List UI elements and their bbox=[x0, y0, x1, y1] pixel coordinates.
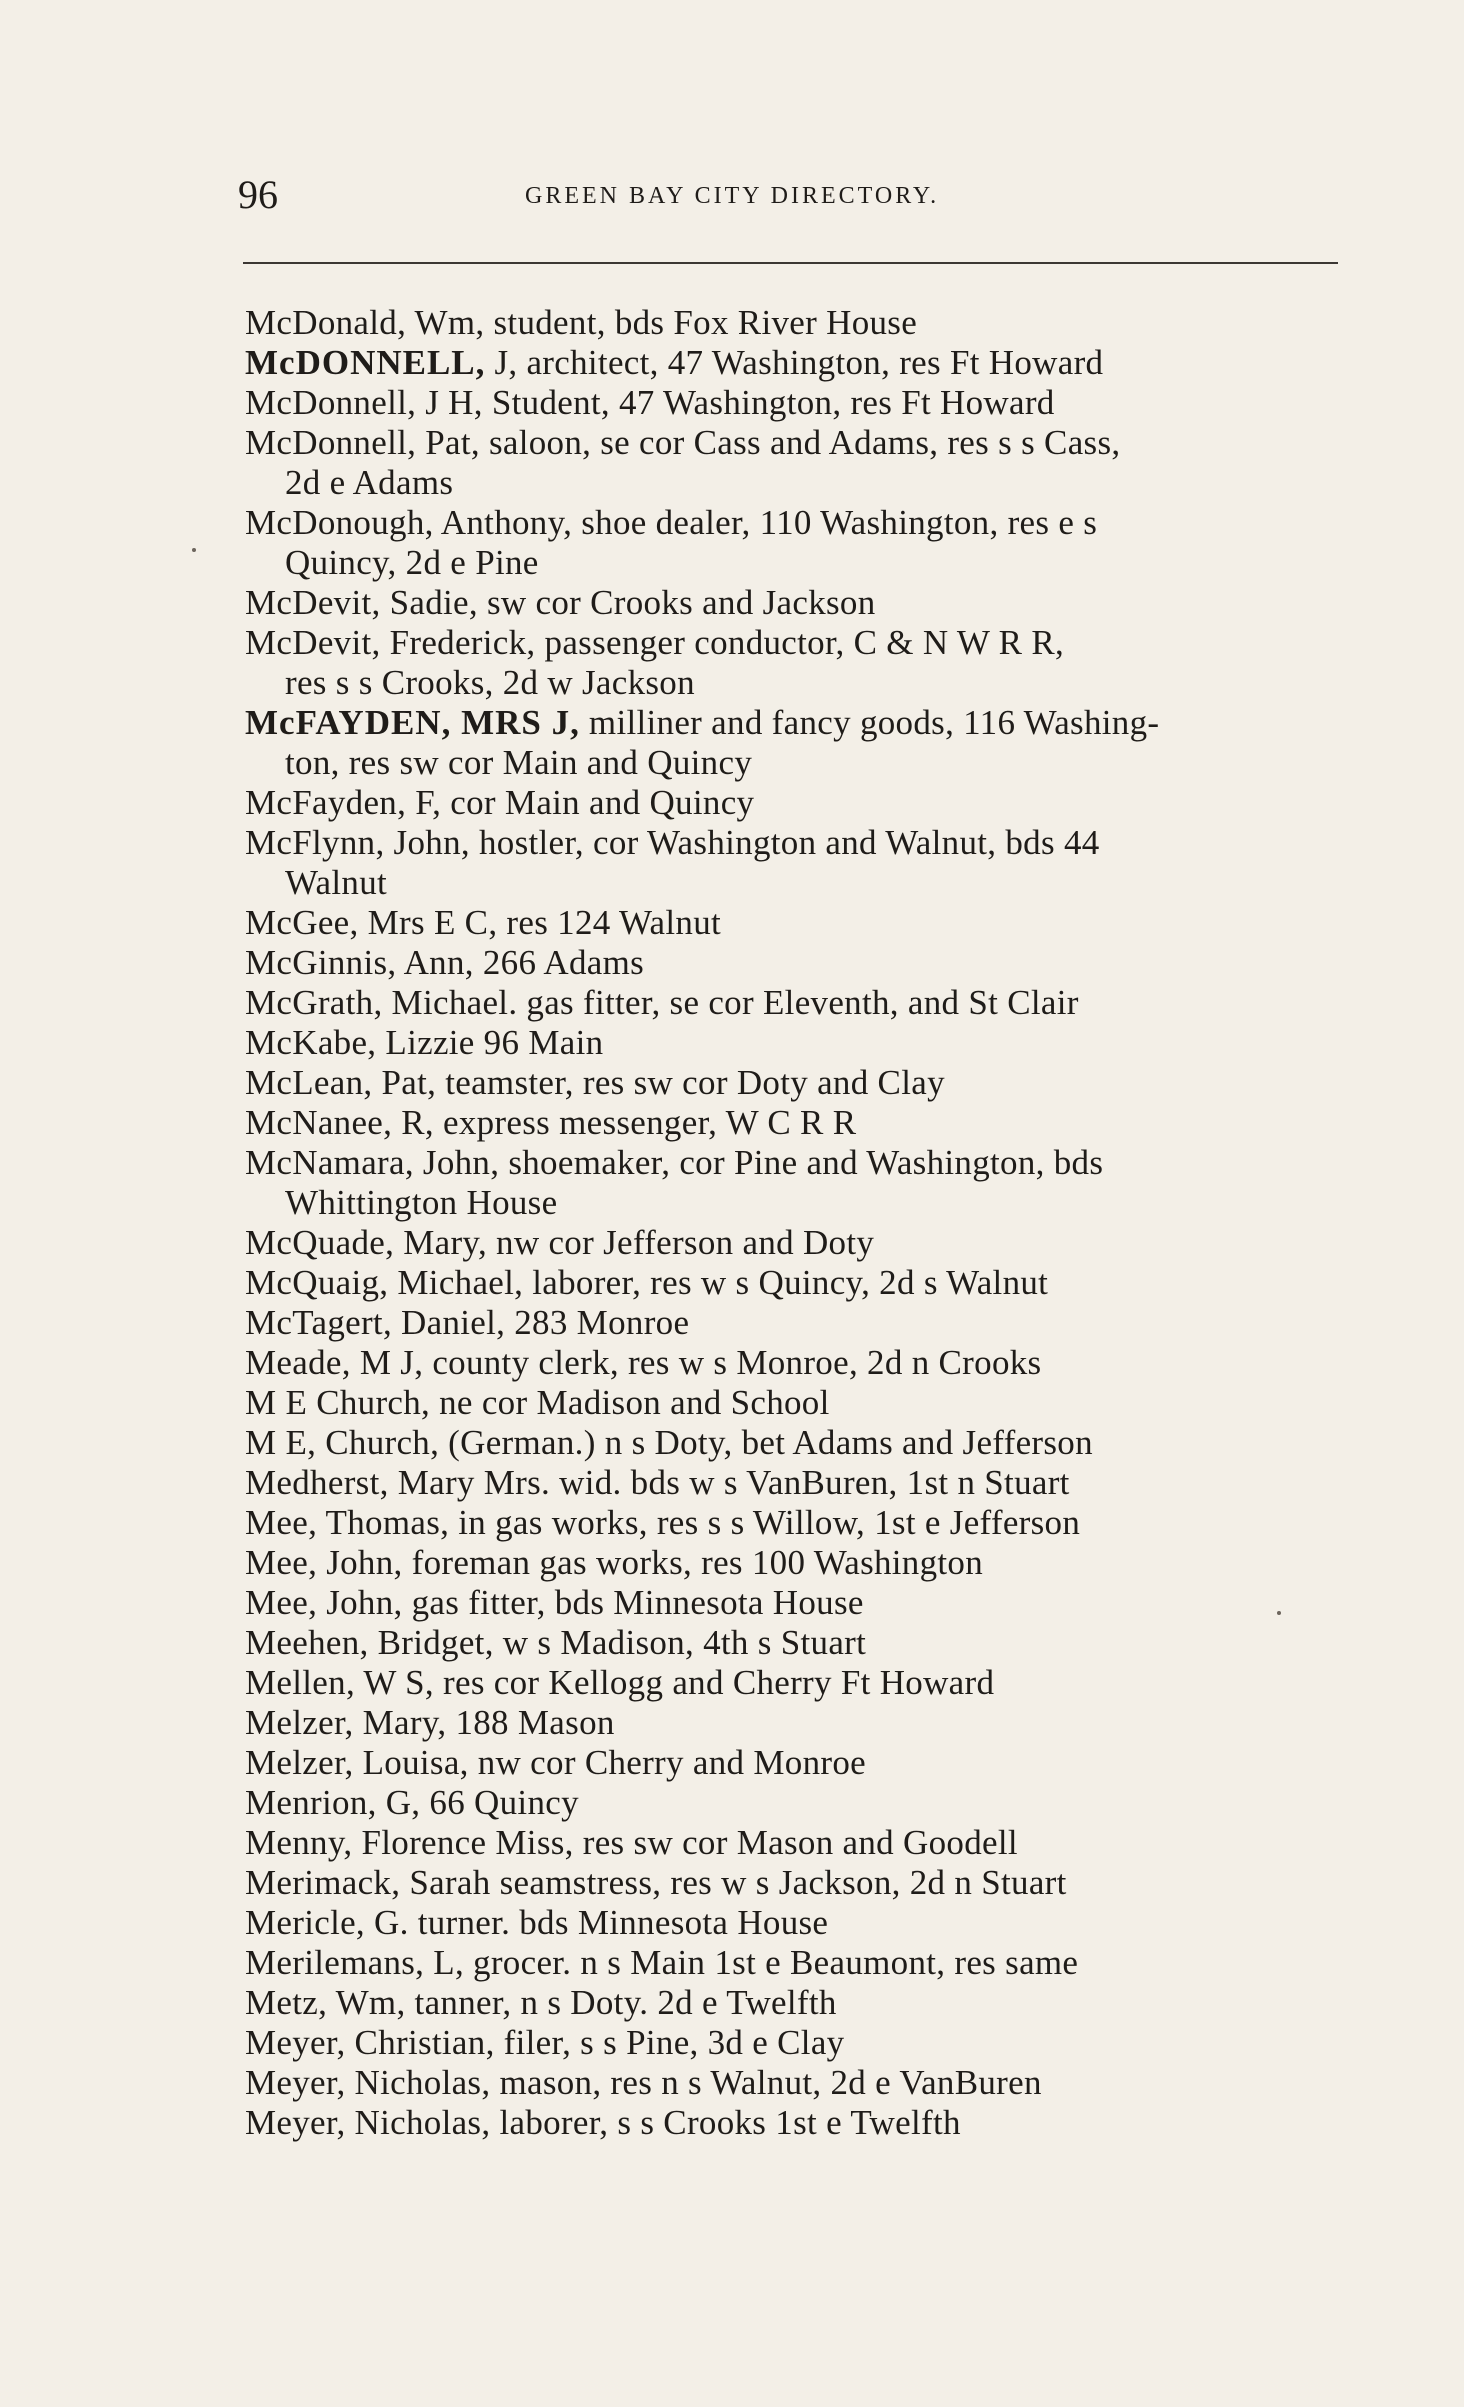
entry-text: Meade, M J, county clerk, res w s Monroe, 2d n Crooks bbox=[245, 1343, 1042, 1382]
entry-text: milliner and fancy goods, 116 Washing- bbox=[579, 703, 1160, 742]
entry-text: McQuaig, Michael, laborer, res w s Quincy, 2d s Walnut bbox=[245, 1263, 1049, 1302]
bold-name: McFAYDEN, MRS J, bbox=[245, 703, 580, 742]
entry-text: Medherst, Mary Mrs. wid. bds w s VanBuren, 1st n Stuart bbox=[245, 1463, 1070, 1502]
entry-text: Mee, John, foreman gas works, res 100 Washington bbox=[245, 1543, 984, 1582]
directory-entry bbox=[245, 1263, 1350, 1303]
entry-continuation-line bbox=[245, 743, 1350, 783]
entry-text: Melzer, Louisa, nw cor Cherry and Monroe bbox=[245, 1743, 866, 1782]
directory-entry bbox=[245, 1983, 1350, 2023]
entry-text: McLean, Pat, teamster, res sw cor Doty and Clay bbox=[245, 1063, 945, 1102]
entry-line bbox=[245, 1543, 1350, 1583]
entry-line bbox=[245, 1863, 1350, 1903]
entry-text: McTagert, Daniel, 283 Monroe bbox=[245, 1303, 690, 1342]
entry-line bbox=[245, 1423, 1350, 1463]
entry-line bbox=[245, 1623, 1350, 1663]
entry-line bbox=[245, 943, 1350, 983]
entry-line bbox=[245, 783, 1350, 823]
entry-line bbox=[245, 823, 1350, 863]
entry-line bbox=[245, 1983, 1350, 2023]
directory-entry bbox=[245, 503, 1350, 583]
entry-text: McGee, Mrs E C, res 124 Walnut bbox=[245, 903, 722, 942]
directory-entry bbox=[245, 1823, 1350, 1863]
entry-line bbox=[245, 1023, 1350, 1063]
entry-line bbox=[245, 1463, 1350, 1503]
entry-text: Menny, Florence Miss, res sw cor Mason and Goodell bbox=[245, 1823, 1018, 1862]
directory-entry bbox=[245, 1103, 1350, 1143]
entry-text: Meyer, Nicholas, laborer, s s Crooks 1st e Twelfth bbox=[245, 2103, 961, 2142]
directory-entry bbox=[245, 943, 1350, 983]
margin-speck bbox=[1277, 1611, 1281, 1615]
directory-entry bbox=[245, 1583, 1350, 1623]
entry-text: Quincy, 2d e Pine bbox=[285, 543, 539, 582]
directory-entry bbox=[245, 1343, 1350, 1383]
entry-line bbox=[245, 1503, 1350, 1543]
entry-text: McDonald, Wm, student, bds Fox River House bbox=[245, 303, 918, 342]
entry-text: ton, res sw cor Main and Quincy bbox=[285, 743, 753, 782]
entry-text: McGrath, Michael. gas fitter, se cor Eleventh, and St Clair bbox=[245, 983, 1079, 1022]
directory-entry bbox=[245, 1543, 1350, 1583]
entry-line bbox=[245, 1263, 1350, 1303]
directory-entry bbox=[245, 623, 1350, 703]
directory-entry bbox=[245, 1863, 1350, 1903]
entry-continuation-line bbox=[245, 1183, 1350, 1223]
entry-text: Melzer, Mary, 188 Mason bbox=[245, 1703, 615, 1742]
directory-entry bbox=[245, 1783, 1350, 1823]
directory-entry bbox=[245, 1703, 1350, 1743]
entry-text: McDonnell, Pat, saloon, se cor Cass and Adams, res s s Cass, bbox=[245, 423, 1121, 462]
directory-entry bbox=[245, 1623, 1350, 1663]
entry-continuation-line bbox=[245, 663, 1350, 703]
entry-line bbox=[245, 1903, 1350, 1943]
header-rule bbox=[243, 262, 1338, 264]
directory-entry bbox=[245, 1063, 1350, 1103]
directory-entry bbox=[245, 1943, 1350, 1983]
entry-text: McQuade, Mary, nw cor Jefferson and Doty bbox=[245, 1223, 875, 1262]
entry-text: M E, Church, (German.) n s Doty, bet Adams and Jefferson bbox=[245, 1423, 1093, 1462]
entry-text: Walnut bbox=[285, 863, 388, 902]
directory-entry bbox=[245, 1223, 1350, 1263]
directory-entry bbox=[245, 343, 1350, 383]
entry-text: Whittington House bbox=[285, 1183, 558, 1222]
directory-entries bbox=[245, 303, 1350, 2143]
bold-name: McDONNELL, bbox=[245, 343, 486, 382]
entry-text: Metz, Wm, tanner, n s Doty. 2d e Twelfth bbox=[245, 1983, 837, 2022]
entry-text: McFayden, F, cor Main and Quincy bbox=[245, 783, 755, 822]
entry-line bbox=[245, 1103, 1350, 1143]
directory-entry bbox=[245, 983, 1350, 1023]
entry-text: Merilemans, L, grocer. n s Main 1st e Beaumont, res same bbox=[245, 1943, 1079, 1982]
directory-entry bbox=[245, 383, 1350, 423]
entry-text: McGinnis, Ann, 266 Adams bbox=[245, 943, 645, 982]
entry-line bbox=[245, 1703, 1350, 1743]
entry-line bbox=[245, 2103, 1350, 2143]
entry-line bbox=[245, 1943, 1350, 1983]
entry-line bbox=[245, 1303, 1350, 1343]
directory-entry bbox=[245, 583, 1350, 623]
entry-line bbox=[245, 1343, 1350, 1383]
margin-speck bbox=[192, 548, 196, 552]
directory-entry bbox=[245, 1503, 1350, 1543]
entry-text: McKabe, Lizzie 96 Main bbox=[245, 1023, 604, 1062]
entry-continuation-line bbox=[245, 463, 1350, 503]
page-number: 96 bbox=[238, 172, 278, 217]
directory-entry bbox=[245, 2063, 1350, 2103]
entry-continuation-line bbox=[245, 863, 1350, 903]
entry-text: Mellen, W S, res cor Kellogg and Cherry Ft Howard bbox=[245, 1663, 995, 1702]
entry-line bbox=[245, 983, 1350, 1023]
entry-text: Mee, John, gas fitter, bds Minnesota House bbox=[245, 1583, 864, 1622]
directory-entry bbox=[245, 903, 1350, 943]
entry-text: Meyer, Christian, filer, s s Pine, 3d e Clay bbox=[245, 2023, 845, 2062]
entry-line bbox=[245, 1383, 1350, 1423]
entry-text: McDevit, Sadie, sw cor Crooks and Jackson bbox=[245, 583, 876, 622]
entry-text: McNamara, John, shoemaker, cor Pine and Washington, bds bbox=[245, 1143, 1104, 1182]
entry-line bbox=[245, 383, 1350, 423]
entry-line bbox=[245, 1143, 1350, 1183]
entry-line bbox=[245, 1823, 1350, 1863]
entry-line bbox=[245, 2063, 1350, 2103]
directory-entry bbox=[245, 1143, 1350, 1223]
directory-entry bbox=[245, 823, 1350, 903]
directory-entry bbox=[245, 2103, 1350, 2143]
entry-line bbox=[245, 1743, 1350, 1783]
entry-text: McDonough, Anthony, shoe dealer, 110 Washington, res e s bbox=[245, 503, 1098, 542]
entry-line bbox=[245, 703, 1350, 743]
entry-continuation-line bbox=[245, 543, 1350, 583]
entry-line bbox=[245, 1663, 1350, 1703]
entry-text: J, architect, 47 Washington, res Ft Howard bbox=[485, 343, 1104, 382]
directory-entry bbox=[245, 2023, 1350, 2063]
entry-line bbox=[245, 423, 1350, 463]
entry-text: McDonnell, J H, Student, 47 Washington, res Ft Howard bbox=[245, 383, 1055, 422]
directory-entry bbox=[245, 1303, 1350, 1343]
entry-line bbox=[245, 903, 1350, 943]
entry-text: Merimack, Sarah seamstress, res w s Jackson, 2d n Stuart bbox=[245, 1863, 1067, 1902]
directory-entry bbox=[245, 783, 1350, 823]
entry-text: McNanee, R, express messenger, W C R R bbox=[245, 1103, 857, 1142]
entry-text: Mee, Thomas, in gas works, res s s Willow, 1st e Jefferson bbox=[245, 1503, 1081, 1542]
entry-line bbox=[245, 1223, 1350, 1263]
entry-line bbox=[245, 623, 1350, 663]
directory-entry bbox=[245, 303, 1350, 343]
entry-line bbox=[245, 503, 1350, 543]
entry-line bbox=[245, 303, 1350, 343]
directory-entry bbox=[245, 1903, 1350, 1943]
directory-entry bbox=[245, 1463, 1350, 1503]
directory-entry bbox=[245, 1663, 1350, 1703]
entry-line bbox=[245, 1583, 1350, 1623]
entry-line bbox=[245, 343, 1350, 383]
running-title: GREEN BAY CITY DIRECTORY. bbox=[525, 183, 940, 209]
entry-line bbox=[245, 1783, 1350, 1823]
page-header bbox=[238, 170, 1338, 220]
entry-text: res s s Crooks, 2d w Jackson bbox=[285, 663, 695, 702]
entry-text: M E Church, ne cor Madison and School bbox=[245, 1383, 830, 1422]
directory-entry bbox=[245, 1023, 1350, 1063]
directory-entry bbox=[245, 1383, 1350, 1423]
entry-line bbox=[245, 2023, 1350, 2063]
directory-entry bbox=[245, 1423, 1350, 1463]
directory-entry bbox=[245, 703, 1350, 783]
entry-text: Meyer, Nicholas, mason, res n s Walnut, 2d e VanBuren bbox=[245, 2063, 1042, 2102]
entry-text: Mericle, G. turner. bds Minnesota House bbox=[245, 1903, 829, 1942]
entry-text: McFlynn, John, hostler, cor Washington and Walnut, bds 44 bbox=[245, 823, 1100, 862]
directory-entry bbox=[245, 1743, 1350, 1783]
entry-text: McDevit, Frederick, passenger conductor, C & N W R R, bbox=[245, 623, 1065, 662]
entry-text: Menrion, G, 66 Quincy bbox=[245, 1783, 579, 1822]
entry-line bbox=[245, 583, 1350, 623]
entry-text: 2d e Adams bbox=[285, 463, 454, 502]
entry-text: Meehen, Bridget, w s Madison, 4th s Stuart bbox=[245, 1623, 867, 1662]
entry-line bbox=[245, 1063, 1350, 1103]
directory-entry bbox=[245, 423, 1350, 503]
